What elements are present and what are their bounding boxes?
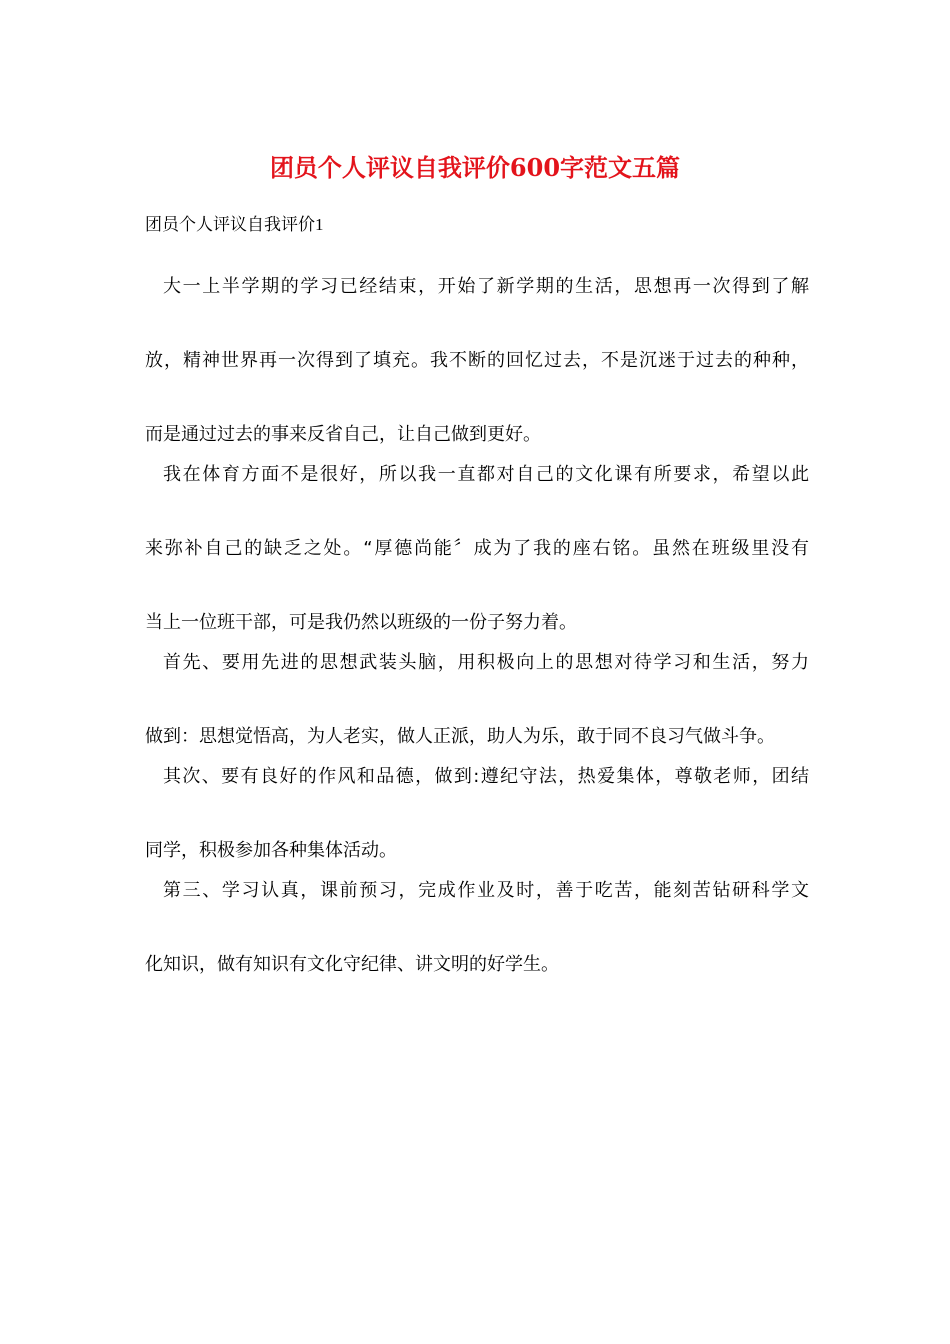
paragraph-line: 其次、要有良好的作风和品德，做到:遵纪守法，热爱集体，尊敬老师，团结 [163,766,809,787]
paragraph-line: 化知识，做有知识有文化守纪律、讲文明的好学生。 [145,954,559,975]
paragraph-line: 而是通过过去的事来反省自己，让自己做到更好。 [145,424,541,445]
paragraph-1 [145,268,809,453]
paragraph-5 [145,872,809,983]
section-heading [145,210,324,240]
paragraph-line: 我在体育方面不是很好，所以我一直都对自己的文化课有所要求，希望以此 [163,464,809,485]
paragraph-line: 同学，积极参加各种集体活动。 [145,840,397,861]
document-body [145,268,809,986]
paragraph-line: 来弥补自己的缺乏之处。“厚德尚能〞成为了我的座右铭。虽然在班级里没有 [145,538,809,559]
paragraph-line: 做到：思想觉悟高，为人老实，做人正派，助人为乐，敢于同不良习气做斗争。 [145,726,775,747]
paragraph-line: 大一上半学期的学习已经结束，开始了新学期的生活，思想再一次得到了解 [163,276,809,297]
paragraph-line: 放，精神世界再一次得到了填充。我不断的回忆过去，不是沉迷于过去的种种， [145,350,809,371]
paragraph-3 [145,644,809,755]
paragraph-4 [145,758,809,869]
paragraph-line: 当上一位班干部，可是我仍然以班级的一份子努力着。 [145,612,577,633]
section-heading-number: 1 [315,215,324,234]
paragraph-line: 首先、要用先进的思想武装头脑，用积极向上的思想对待学习和生活，努力 [163,652,809,673]
document-title: 团员个人评议自我评价600字范文五篇 [269,153,681,182]
section-heading-text: 团员个人评议自我评价 [145,215,315,235]
paragraph-2 [145,456,809,641]
paragraph-line: 第三、学习认真，课前预习，完成作业及时，善于吃苦，能刻苦钻研科学文 [163,880,809,901]
